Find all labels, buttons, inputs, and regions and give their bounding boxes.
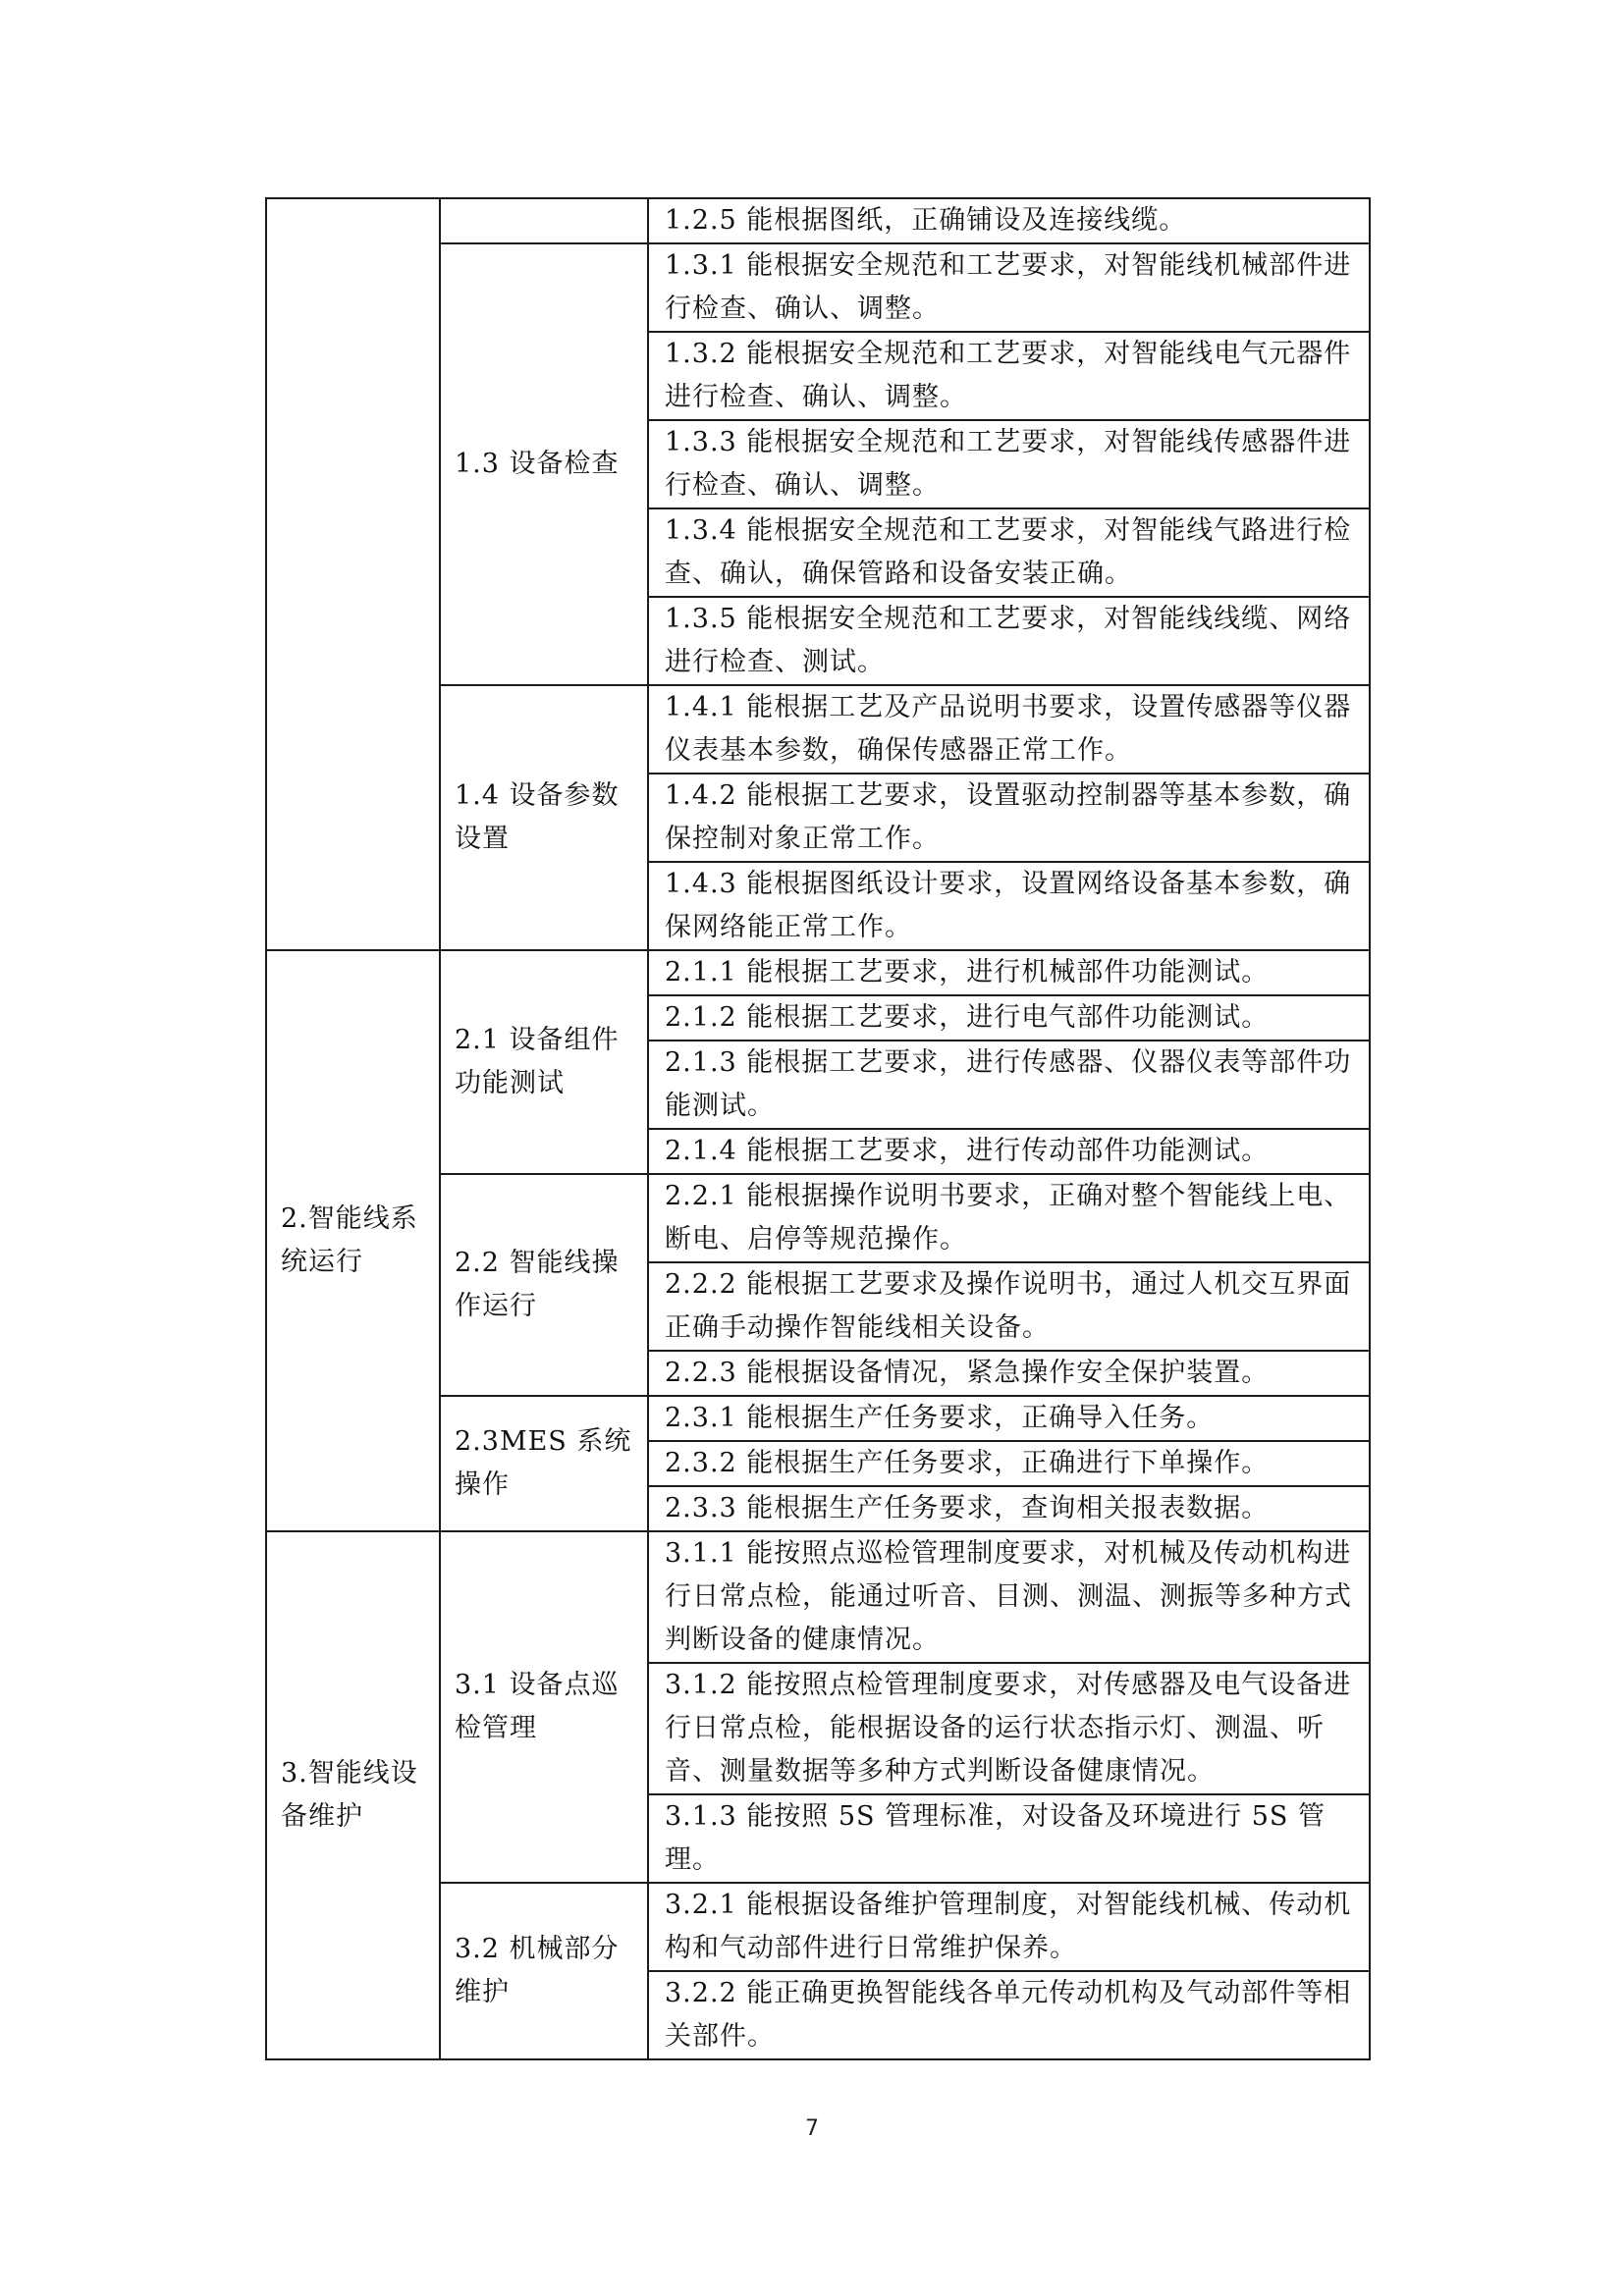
page-number: 7 [805,2116,819,2141]
skill-requirement-cell: 1.3.2 能根据安全规范和工艺要求，对智能线电气元器件进行检查、确认、调整。 [648,332,1370,420]
skill-requirement-cell: 3.2.2 能正确更换智能线各单元传动机构及气动部件等相关部件。 [648,1971,1370,2059]
skill-requirement-cell: 3.1.3 能按照 5S 管理标准，对设备及环境进行 5S 管理。 [648,1794,1370,1883]
skill-requirement-cell: 2.3.2 能根据生产任务要求，正确进行下单操作。 [648,1441,1370,1486]
table-row [266,950,1370,995]
work-content-cell: 2.1 设备组件功能测试 [440,950,648,1174]
work-content-cell [440,198,648,243]
skill-requirement-cell: 2.1.2 能根据工艺要求，进行电气部件功能测试。 [648,995,1370,1041]
skill-requirement-cell: 3.2.1 能根据设备维护管理制度，对智能线机械、传动机构和气动部件进行日常维护保养。 [648,1883,1370,1971]
work-content-cell: 3.2 机械部分维护 [440,1883,648,2059]
table-row [266,198,1370,243]
work-area-cell: 3.智能线设备维护 [266,1531,440,2059]
competency-table [265,197,1371,2060]
skill-requirement-cell: 1.3.4 能根据安全规范和工艺要求，对智能线气路进行检查、确认，确保管路和设备安装正确。 [648,508,1370,597]
work-area-cell: 2.智能线系统运行 [266,950,440,1531]
skill-requirement-cell: 1.4.2 能根据工艺要求，设置驱动控制器等基本参数，确保控制对象正常工作。 [648,774,1370,862]
skill-requirement-cell: 1.3.1 能根据安全规范和工艺要求，对智能线机械部件进行检查、确认、调整。 [648,243,1370,332]
skill-requirement-cell: 2.2.3 能根据设备情况，紧急操作安全保护装置。 [648,1351,1370,1396]
skill-requirement-cell: 1.4.1 能根据工艺及产品说明书要求，设置传感器等仪器仪表基本参数，确保传感器正常工作。 [648,685,1370,774]
skill-requirement-cell: 2.3.1 能根据生产任务要求，正确导入任务。 [648,1396,1370,1441]
skill-requirement-cell: 1.2.5 能根据图纸，正确铺设及连接线缆。 [648,198,1370,243]
skill-requirement-cell: 2.1.1 能根据工艺要求，进行机械部件功能测试。 [648,950,1370,995]
table-row [266,1531,1370,1663]
skill-requirement-cell: 1.4.3 能根据图纸设计要求，设置网络设备基本参数，确保网络能正常工作。 [648,862,1370,950]
skill-requirement-cell: 2.1.3 能根据工艺要求，进行传感器、仪器仪表等部件功能测试。 [648,1041,1370,1129]
work-content-cell: 2.3MES 系统操作 [440,1396,648,1531]
work-content-cell: 1.4 设备参数设置 [440,685,648,950]
skill-requirement-cell: 1.3.3 能根据安全规范和工艺要求，对智能线传感器件进行检查、确认、调整。 [648,420,1370,508]
skill-requirement-cell: 2.3.3 能根据生产任务要求，查询相关报表数据。 [648,1486,1370,1531]
skill-requirement-cell: 1.3.5 能根据安全规范和工艺要求，对智能线线缆、网络进行检查、测试。 [648,597,1370,685]
skill-requirement-cell: 3.1.2 能按照点检管理制度要求，对传感器及电气设备进行日常点检，能根据设备的运行状态指示灯、测温、听音、测量数据等多种方式判断设备健康情况。 [648,1663,1370,1794]
skill-requirement-cell: 2.1.4 能根据工艺要求，进行传动部件功能测试。 [648,1129,1370,1174]
skill-requirement-cell: 2.2.1 能根据操作说明书要求，正确对整个智能线上电、断电、启停等规范操作。 [648,1174,1370,1262]
skill-requirement-cell: 3.1.1 能按照点巡检管理制度要求，对机械及传动机构进行日常点检，能通过听音、目测、测温、测振等多种方式判断设备的健康情况。 [648,1531,1370,1663]
work-area-cell [266,198,440,950]
work-content-cell: 2.2 智能线操作运行 [440,1174,648,1396]
work-content-cell: 3.1 设备点巡检管理 [440,1531,648,1883]
skill-requirement-cell: 2.2.2 能根据工艺要求及操作说明书，通过人机交互界面正确手动操作智能线相关设备。 [648,1262,1370,1351]
work-content-cell: 1.3 设备检查 [440,243,648,685]
